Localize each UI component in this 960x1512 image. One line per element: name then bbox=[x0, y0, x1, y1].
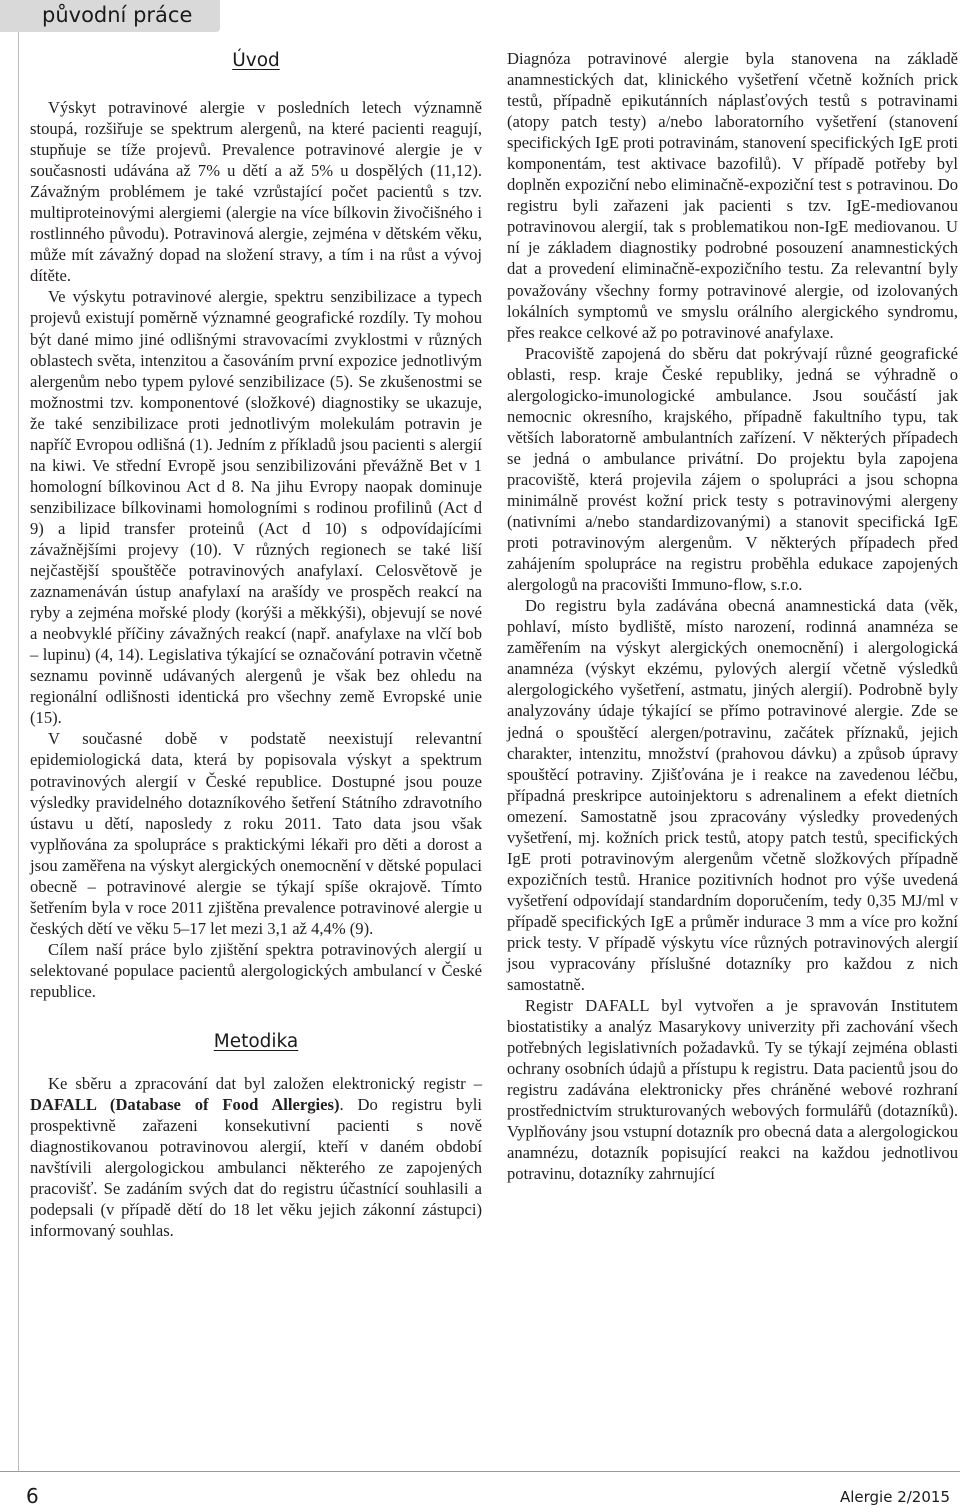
method-heading: Metodika bbox=[213, 1031, 299, 1053]
page-number: 6 bbox=[26, 1484, 39, 1508]
footer-rule bbox=[0, 1471, 960, 1472]
registry-data-paragraph: Do registru byla zadávána obecná anamnestická data (věk, pohlaví, místo bydliště, místo narození, rodinná anamnéza se zaměřením na výskyt alergických onemocnění) i alergologická anamnéza (výskyt ekzému, pylových alergií včetně výsledků alergologického vyšetření, astmatu, jiných alergií). Podrobně byly analyzovány údaje týkající se přímo potravinové alergie. Zde se jedná o spouštěcí alergen/potravinu, začátek příznaků, jejich charakter, intenzitu, množství (prahovou dávku) a způsob úpravy spouštěcí potraviny. Zjišťována je i reakce na zavedenou léčbu, případná preskripce autoinjektoru s adrenalinem a efekt dietních omezení. Samostatně jsou zpracovány výsledky provedených vyšetření, mj. kožních prick testů, atopy patch testů, specifických IgE proti potravinovým alergenům včetně složkových případně expozičních testů. Hranice pozitivních hodnot pro výše uvedená vyšetření odpovídají standardním doporučením, tedy 0,35 MJ/ml v případě specifických IgE a průměr indurace 3 mm a více pro kožní prick testy. V případě výskytu více různých potravinových alergií jsou vypracovány příslušné dotazníky pro každou z nich samostatně. bbox=[507, 596, 958, 995]
workplaces-paragraph: Pracoviště zapojená do sběru dat pokrývají různé geografické oblasti, resp. kraje České republiky, jedná se výhradně o alergologicko-imunologické ambulance. Jsou součástí jak nemocnic okresního, krajského, případně fakultního typu, tak větších laboratorně ambulantních zařízení. V některých případech se jedná o ambulance privátní. Do projektu byla zapojena pracoviště, která projevila zájem o spolupráci a jsou schopna minimálně provést kožní prick testy s potravinovými alergeny (nativními a/nebo standardizovanými) a stanovit specifická IgE proti potravinovým alergenům. V některých případech před zahájením spolupráce na registru proběhla edukace zapojených alergologů na pracovišti Immuno-flow, s.r.o. bbox=[507, 343, 958, 595]
intro-heading: Úvod bbox=[232, 50, 280, 71]
intro-paragraph-3: V současné době v podstatě neexistují relevantní epidemiologická data, která by popisovala výskyt a spektrum potravinových alergií v České republice. Dostupné jsou pouze výsledky pravidelného dotazníkového šetření Státního zdravotního ústavu u dětí, naposledy z roku 2011. Tato data jsou však vyplňována za spolupráce s praktickými lékaři pro děti a dorost a jsou zaměřena na výskyt alergických onemocnění v dětské populaci obecně – potravinové alergie se týkají spíše okrajově. Tímto šetřením byla v roce 2011 zjištěna prevalence potravinové alergie u českých dětí ve věku 5–17 let mezi 3,1 až 4,4% (9). bbox=[30, 729, 482, 938]
diagnosis-paragraph: Diagnóza potravinové alergie byla stanovena na základě anamnestických dat, klinického vyšetření včetně kožních prick testů, případně epikutánních náplasťových testů s potravinami (atopy patch testy) a/nebo laboratorního vyšetření (stanovení specifických IgE proti potravinám, stanovení specifických IgE proti komponentám, test aktivace bazofilů). V případě potřeby byl doplněn expoziční nebo eliminačně-expoziční test s potravinou. Do registru byli zařazeni jak pacienti s tzv. IgE-mediovanou potravinovou alergií, tak s problematikou non-IgE mediovanou. U ní je základem diagnostiky podrobné posouzení anamnestických dat a provedení eliminačně-expozičního testu. Za relevantní byly považovány všechny formy potravinové alergie, od izolovaných lokálních symptomů ve smyslu orálního alergického syndromu, přes reakce celkové až po potravinové anafylaxe. bbox=[507, 49, 958, 342]
method-lead: Ke sběru a zpracování dat byl založen elektronický registr – bbox=[48, 1074, 482, 1094]
intro-paragraph-2: Ve výskytu potravinové alergie, spektru senzibilizace a typech projevů existují poměrně významné geografické rozdíly. Ty mohou být dané mimo jiné odlišnými stravovacími zvyklostmi v různých oblastech světa, intenzitou a časováním první expozice jednotlivým alergenům nebo typem pylové senzibilizace (5). Se zkušenostmi se možnostmi tzv. komponentové (složkové) diagnostiky se ukazuje, že také senzibilizace proti jednotlivým molekulám potravin je napříč Evropou odlišná (1). Jedním z příkladů jsou pacienti s alergií na kiwi. Ve střední Evropě jsou senzibilizováni převážně Bet v 1 homologní bílkovinou Act d 8. Na jihu Evropy naopak dominuje senzibilizace bílkovinami homologními s rodinou profilinů (Act d 9) a lipid transfer proteinů (Act d 10) s odpovídajícími závažnějšími projevy (10). V různých regionech se také liší nejčastější spouštěče potravinových anafylaxí. Celosvětově je zaznamenáván ústup anafylaxí na arašídy ve prospěch reakcí na ryby a zejména mořské plody (korýši a měkkýši), objevují se nové a neobvyklé příčiny závažných reakcí (např. anafylaxe na vlčí bob – lupinu) (4, 14). Legislativa týkající se označování potravin včetně seznamu povinně udávaných alergenů je však bez ohledu na regionální odlišnosti identická pro všechny země Evropské unie (15). bbox=[30, 287, 482, 728]
method-paragraph bbox=[30, 1073, 482, 1241]
registry-dafall-paragraph: Registr DAFALL byl vytvořen a je spravován Institutem biostatistiky a analýz Masarykovy univerzity při zachování všech potřebných legislativních požadavků. Ty se týkají zejména oblasti ochrany osobních údajů a přístupu k registru. Data pacientů jsou do registru zadávána elektronicky přes chráněné webové rozhraní prostřednictvím strukturovaných webových formulářů (dotazníků). Vyplňovány jsou vstupní dotazník pro obecná data a alergologickou anamnézu, dotazník popisující reakci na každou jednotlivou potravinu, dotazníky zahrnující bbox=[507, 996, 958, 1184]
journal-issue: Alergie 2/2015 bbox=[839, 1488, 950, 1506]
intro-paragraph-1: Výskyt potravinové alergie v posledních letech významně stoupá, rozšiřuje se spektrum alergenů, na které pacienti reagují, stupňuje se tíže projevů. Prevalence potravinové alergie je v současnosti udávána až 7% u dětí a až 5% u dospělých (11,12). Závažným problémem je také vzrůstající počet pacientů s tzv. multiproteinovými alergiemi (alergie na více bílkovin živočišného i rostlinného původu). Potravinová alergie, zejména v dětském věku, může mít závažný dopad na složení stravy, a tím i na růst a vývoj dítěte. bbox=[30, 98, 482, 286]
margin-rule bbox=[18, 32, 19, 1472]
left-column bbox=[30, 48, 482, 1241]
registry-name: DAFALL (Database of Food Allergies) bbox=[30, 1095, 340, 1115]
right-column bbox=[507, 48, 958, 1185]
intro-paragraph-4: Cílem naší práce bylo zjištění spektra potravinových alergií u selektované populace pacientů alergologických ambulancí v České republice. bbox=[30, 939, 482, 1001]
section-label: původní práce bbox=[0, 0, 220, 32]
method-rest: . Do registru byli prospektivně zařazeni konsekutivní pacienti s nově diagnostikovanou potravinovou alergií, kteří v daném období navštívili alergologickou ambulanci některého ze zapojených pracovišť. Se zadáním svých dat do registru účastnící souhlasili a podepsali (v případě dětí do 18 let věku jejich zákonní zástupci) informovaný souhlas. bbox=[30, 1095, 482, 1241]
